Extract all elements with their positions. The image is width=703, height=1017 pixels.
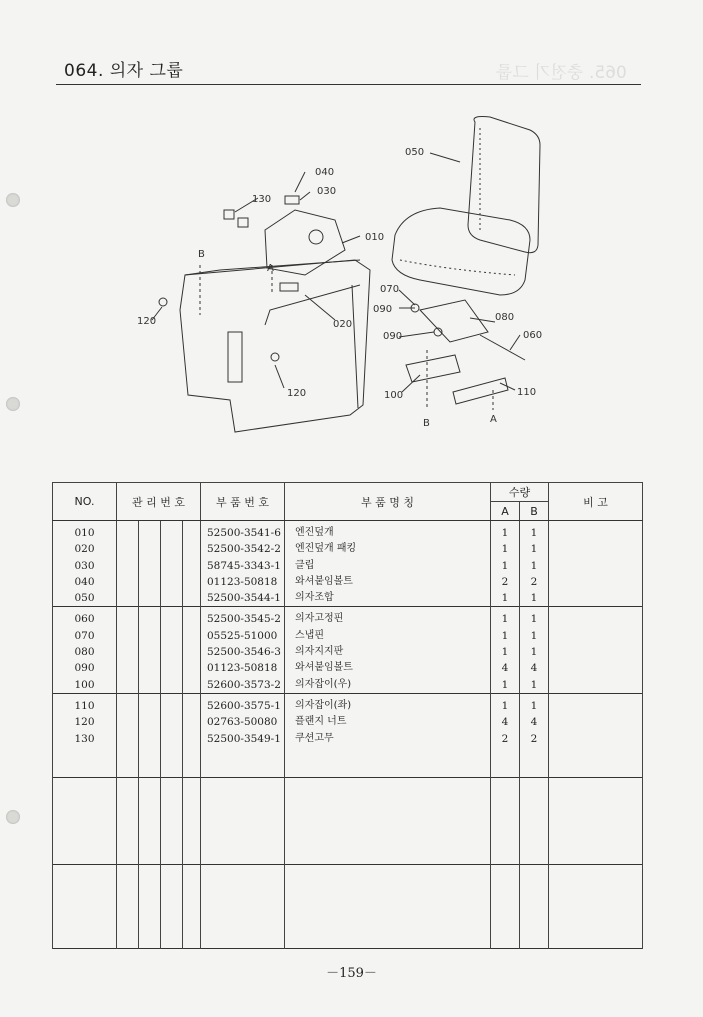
cell-part-no-value: 01123-50818 bbox=[207, 662, 278, 675]
cell-b-value: 1 bbox=[530, 592, 538, 605]
cell-a-value: 1 bbox=[501, 629, 509, 642]
cell-b bbox=[520, 693, 549, 777]
header-no: NO. bbox=[53, 483, 117, 521]
callout-090: 090 bbox=[373, 304, 393, 315]
cell-name-value: 클립 bbox=[295, 559, 315, 571]
cell-a-value: 1 bbox=[501, 678, 509, 691]
cell-part_no bbox=[201, 521, 285, 607]
cell-no-value: 090 bbox=[74, 662, 95, 675]
parts-table-body bbox=[53, 521, 643, 949]
cell-part_no bbox=[201, 777, 285, 864]
cell-no-value: 130 bbox=[74, 732, 95, 745]
cell-b-value: 1 bbox=[530, 613, 538, 626]
cell-no-value: 050 bbox=[74, 592, 95, 605]
cell-name-value: 의자고정핀 bbox=[295, 613, 344, 625]
cell-no bbox=[53, 777, 117, 864]
cell-name-value: 의자조합 bbox=[295, 592, 334, 604]
binder-hole bbox=[6, 810, 20, 824]
cell-name bbox=[285, 521, 491, 607]
cell-b-value: 1 bbox=[530, 629, 538, 642]
callout-020: 020 bbox=[333, 319, 353, 330]
cell-a-value: 2 bbox=[501, 732, 509, 745]
cell-part-no-value: 52600-3573-2 bbox=[207, 678, 281, 691]
cell-m1 bbox=[117, 864, 139, 948]
cell-m3 bbox=[161, 607, 183, 693]
cell-rem bbox=[549, 864, 643, 948]
cell-a-value: 1 bbox=[501, 543, 509, 556]
page-title: 064. 의자 그룹 bbox=[64, 61, 184, 81]
cell-m3 bbox=[161, 777, 183, 864]
cell-m2 bbox=[139, 777, 161, 864]
cell-a bbox=[491, 777, 520, 864]
binder-hole bbox=[6, 193, 20, 207]
cell-part_no bbox=[201, 607, 285, 693]
page-number: －159－ bbox=[326, 966, 377, 981]
cell-a bbox=[491, 521, 520, 607]
cell-b bbox=[520, 521, 549, 607]
cell-name-value: 플랜지 너트 bbox=[295, 716, 347, 728]
cell-no bbox=[53, 521, 117, 607]
cell-a-value: 2 bbox=[501, 575, 509, 588]
bleed-through-title: 065. 충전기 그룹 bbox=[496, 63, 627, 83]
cell-m2 bbox=[139, 864, 161, 948]
cell-name bbox=[285, 607, 491, 693]
callout-070: 070 bbox=[380, 284, 400, 295]
cell-no-value: 110 bbox=[74, 699, 95, 712]
cell-m4 bbox=[183, 607, 201, 693]
cell-name-value: 엔진덮개 패킹 bbox=[295, 543, 357, 555]
table-row-group bbox=[53, 693, 643, 777]
callout-040: 040 bbox=[315, 167, 335, 178]
cell-name-value: 의자잡이(좌) bbox=[295, 699, 352, 711]
callout-090: 090 bbox=[383, 331, 403, 342]
cell-no-value: 060 bbox=[74, 613, 95, 626]
header-quantity: 수량 bbox=[491, 483, 549, 502]
cell-part-no-value: 52500-3549-1 bbox=[207, 732, 281, 745]
cell-rem bbox=[549, 777, 643, 864]
cell-rem bbox=[549, 521, 643, 607]
cell-part-no-value: 01123-50818 bbox=[207, 575, 278, 588]
binder-hole bbox=[6, 397, 20, 411]
cell-a-value: 1 bbox=[501, 559, 509, 572]
cell-part-no-value: 52500-3544-1 bbox=[207, 592, 281, 605]
callout-b: B bbox=[423, 418, 430, 429]
callout-120: 120 bbox=[287, 388, 307, 399]
cell-part-no-value: 52500-3545-2 bbox=[207, 613, 281, 626]
cell-m2 bbox=[139, 521, 161, 607]
callout-080: 080 bbox=[495, 312, 515, 323]
cell-part_no bbox=[201, 693, 285, 777]
cell-no-value: 070 bbox=[74, 629, 95, 642]
cell-m1 bbox=[117, 777, 139, 864]
cell-m4 bbox=[183, 777, 201, 864]
cell-no-value: 010 bbox=[74, 527, 95, 539]
cell-b-value: 2 bbox=[530, 575, 538, 588]
cell-part-no-value: 52500-3542-2 bbox=[207, 543, 281, 556]
cell-rem bbox=[549, 607, 643, 693]
table-row-group bbox=[53, 777, 643, 864]
cell-b-value: 1 bbox=[530, 678, 538, 691]
header-part-no: 부 품 번 호 bbox=[201, 483, 285, 521]
cell-a-value: 1 bbox=[501, 646, 509, 659]
cell-a-value: 1 bbox=[501, 592, 509, 605]
callout-050: 050 bbox=[405, 147, 425, 158]
callout-060: 060 bbox=[523, 330, 543, 341]
cell-a-value: 1 bbox=[501, 613, 509, 626]
callout-100: 100 bbox=[384, 390, 404, 401]
parts-table bbox=[52, 482, 643, 949]
callout-120: 120 bbox=[137, 316, 157, 327]
cell-no bbox=[53, 607, 117, 693]
cell-a bbox=[491, 607, 520, 693]
cell-no-value: 030 bbox=[74, 559, 95, 572]
cell-rem bbox=[549, 693, 643, 777]
callout-a: A bbox=[490, 414, 497, 425]
callout-a: A bbox=[267, 263, 274, 274]
cell-part-no-value: 58745-3343-1 bbox=[207, 559, 281, 572]
table-row-group bbox=[53, 864, 643, 948]
cell-part-no-value: 52500-3541-6 bbox=[207, 527, 281, 539]
cell-name bbox=[285, 777, 491, 864]
cell-name-value: 쿠션고무 bbox=[295, 732, 334, 744]
callout-130: 130 bbox=[252, 194, 272, 205]
cell-m3 bbox=[161, 693, 183, 777]
cell-b-value: 1 bbox=[530, 559, 538, 572]
cell-no-value: 080 bbox=[74, 646, 95, 659]
cell-part-no-value: 52600-3575-1 bbox=[207, 699, 281, 712]
cell-b bbox=[520, 607, 549, 693]
cell-a bbox=[491, 864, 520, 948]
header-management-no: 관 리 번 호 bbox=[117, 483, 201, 521]
cell-m3 bbox=[161, 521, 183, 607]
table-row-group bbox=[53, 607, 643, 693]
cell-b-value: 1 bbox=[530, 543, 538, 556]
cell-no-value: 040 bbox=[74, 575, 95, 588]
cell-no bbox=[53, 693, 117, 777]
callout-b: B bbox=[198, 249, 205, 260]
cell-m4 bbox=[183, 864, 201, 948]
cell-no-value: 100 bbox=[74, 678, 95, 691]
cell-no-value: 120 bbox=[74, 716, 95, 729]
callout-110: 110 bbox=[517, 387, 537, 398]
diagram-svg bbox=[120, 110, 560, 440]
cell-name-value: 스냅핀 bbox=[295, 629, 324, 641]
cell-no bbox=[53, 864, 117, 948]
header-remarks: 비 고 bbox=[549, 483, 643, 521]
header-qty-b: B bbox=[520, 502, 549, 521]
cell-b-value: 1 bbox=[530, 699, 538, 712]
cell-b-value: 1 bbox=[530, 527, 538, 539]
cell-name-value: 와셔붙임볼트 bbox=[295, 575, 353, 587]
cell-m1 bbox=[117, 693, 139, 777]
cell-name-value: 엔진덮개 bbox=[295, 527, 334, 538]
cell-a-value: 1 bbox=[501, 699, 509, 712]
cell-name-value: 의자지지판 bbox=[295, 646, 344, 658]
cell-m4 bbox=[183, 521, 201, 607]
exploded-parts-diagram bbox=[120, 110, 560, 440]
cell-part-no-value: 05525-51000 bbox=[207, 629, 278, 642]
cell-no-value: 020 bbox=[74, 543, 95, 556]
cell-m1 bbox=[117, 521, 139, 607]
cell-b-value: 2 bbox=[530, 732, 538, 745]
cell-part-no-value: 02763-50080 bbox=[207, 716, 278, 729]
cell-a-value: 4 bbox=[501, 662, 509, 675]
cell-name-value: 와셔붙임볼트 bbox=[295, 662, 353, 674]
cell-m2 bbox=[139, 693, 161, 777]
cell-b-value: 4 bbox=[530, 662, 538, 675]
cell-name bbox=[285, 864, 491, 948]
cell-a-value: 1 bbox=[501, 527, 509, 539]
title-divider bbox=[56, 84, 641, 85]
cell-m3 bbox=[161, 864, 183, 948]
callout-030: 030 bbox=[317, 186, 337, 197]
cell-b bbox=[520, 777, 549, 864]
cell-b bbox=[520, 864, 549, 948]
callout-010: 010 bbox=[365, 232, 385, 243]
cell-a bbox=[491, 693, 520, 777]
header-qty-a: A bbox=[491, 502, 520, 521]
cell-m1 bbox=[117, 607, 139, 693]
cell-part-no-value: 52500-3546-3 bbox=[207, 646, 281, 659]
cell-part_no bbox=[201, 864, 285, 948]
cell-m4 bbox=[183, 693, 201, 777]
cell-name bbox=[285, 693, 491, 777]
cell-b-value: 4 bbox=[530, 716, 538, 729]
header-part-name: 부 품 명 칭 bbox=[285, 483, 491, 521]
cell-b-value: 1 bbox=[530, 646, 538, 659]
cell-name-value: 의자잡이(우) bbox=[295, 678, 352, 690]
cell-m2 bbox=[139, 607, 161, 693]
cell-a-value: 4 bbox=[501, 716, 509, 729]
table-row-group bbox=[53, 521, 643, 607]
